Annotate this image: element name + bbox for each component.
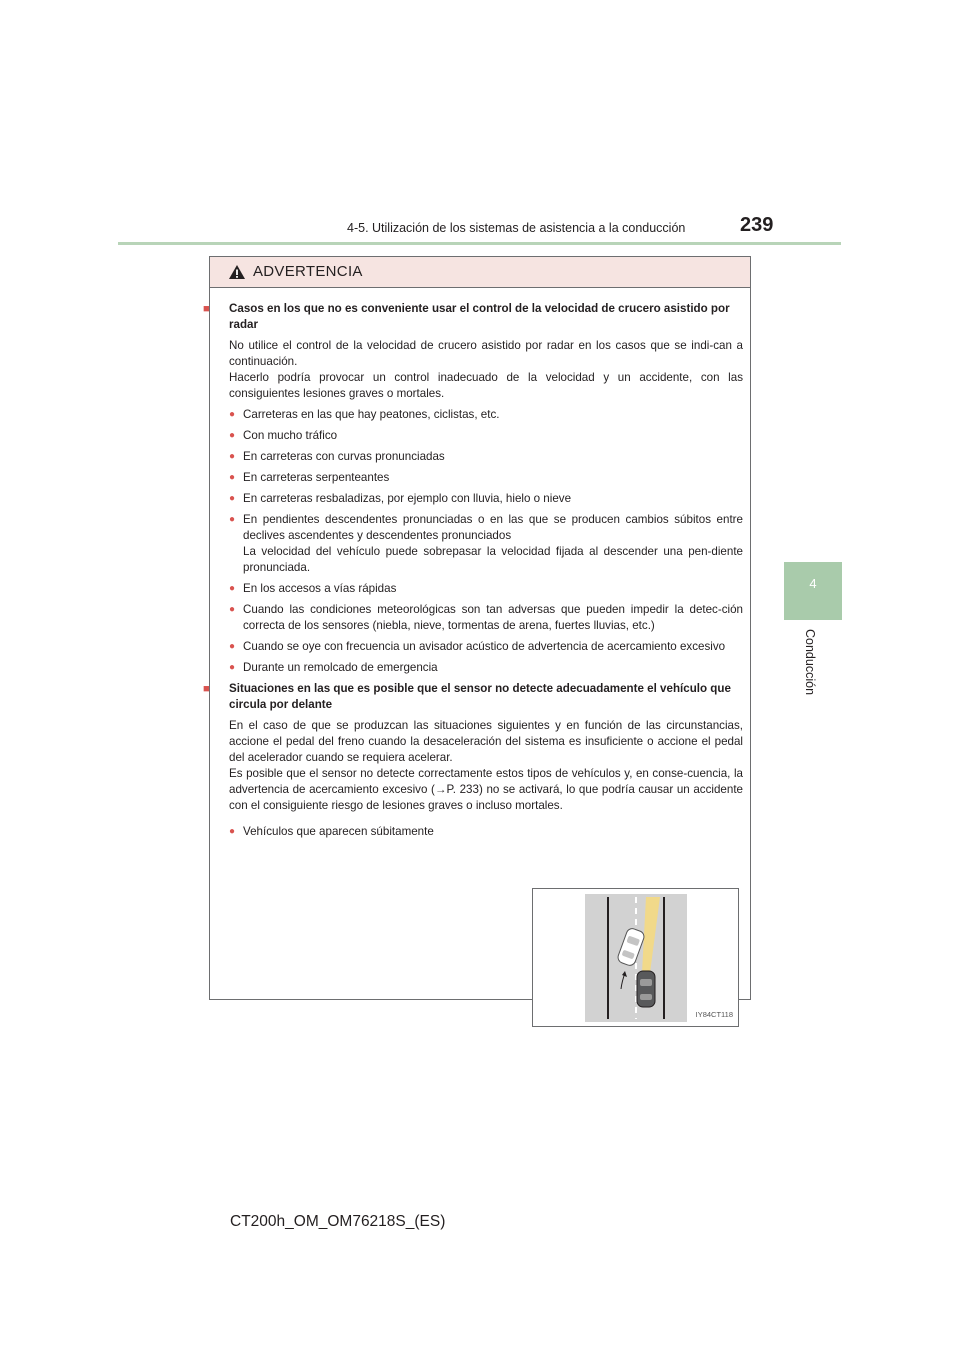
paragraph: No utilice el control de la velocidad de crucero asistido por radar en los casos que se indi-can a continuación. — [229, 339, 743, 368]
circle-bullet-icon: ● — [229, 493, 236, 504]
warning-box — [203, 256, 751, 1019]
list-item: ● En pendientes descendentes pronunciadas o en las que se producen cambios súbitos entre declives ascendentes y descendentes pronunciados La velocidad del vehículo puede sobrepasar la velocidad fijada al descender una pen-diente pronunciada. — [229, 513, 743, 574]
paragraph: En el caso de que se produzcan las situaciones siguientes y en función de las circunstancias, accione el pedal del freno cuando la desaceleración del sistema es insuficiente o accione el pedal del acelerador cuando se requiera acelerar. — [229, 719, 743, 764]
list-item: ● En carreteras resbaladizas, por ejemplo con lluvia, hielo o nieve — [229, 492, 572, 505]
chapter-label-text: Conducción — [803, 629, 817, 696]
own-vehicle-icon — [637, 971, 655, 1007]
list-item: ● En carreteras serpenteantes — [229, 471, 390, 484]
chapter-tab — [784, 562, 842, 620]
header-rule — [118, 242, 841, 245]
chapter-number: 4 — [809, 576, 817, 591]
list-item: ● Cuando las condiciones meteorológicas son tan adversas que pueden impedir la detec-ción correcta de los sensores (niebla, nieve, tormentas de arena, fuertes lluvias, etc.) — [229, 603, 743, 632]
list-item: ● Durante un remolcado de emergencia — [229, 661, 438, 674]
circle-bullet-icon: ● — [229, 604, 236, 615]
paragraph: Es posible que el sensor no detecte correctamente estos tipos de vehículos y, en conse-cuencia, la advertencia de acercamiento excesivo (→P. 233) no se activará, lo que podría causar un accidente con el consiguiente riesgo de lesiones graves o incluso mortales. — [229, 767, 743, 812]
list-item-note: La velocidad del vehículo puede sobrepasar la velocidad fijada al descender una pen-diente pronunciada. — [243, 545, 743, 574]
header-title: 4-5. Utilización de los sistemas de asistencia a la conducción — [347, 221, 686, 235]
circle-bullet-icon: ● — [229, 583, 236, 594]
illustration-frame — [532, 888, 739, 1027]
warning-header — [210, 257, 750, 288]
list-item: ● Vehículos que aparecen súbitamente — [229, 825, 434, 838]
warning-content — [203, 301, 743, 1019]
figure-code: IY84CT118 — [695, 1010, 733, 1019]
warning-title: ADVERTENCIA — [253, 263, 363, 280]
circle-bullet-icon: ● — [229, 451, 236, 462]
list-item: ● En los accesos a vías rápidas — [229, 582, 397, 595]
list-item: ● En carreteras con curvas pronunciadas — [229, 450, 445, 463]
list-item: ● Con mucho tráfico — [229, 429, 338, 442]
paragraph: Hacerlo podría provocar un control inadecuado de la velocidad y un accidente, con las consiguientes lesiones graves o mortales. — [229, 371, 743, 400]
circle-bullet-icon: ● — [229, 409, 236, 420]
road-illustration — [533, 889, 738, 1026]
section-heading: ■ Casos en los que no es conveniente usar el control de la velocidad de crucero asistido por radar — [203, 302, 730, 331]
warning-triangle-icon — [228, 264, 246, 280]
list-item: ● Carreteras en las que hay peatones, ciclistas, etc. — [229, 408, 500, 421]
circle-bullet-icon: ● — [229, 662, 236, 673]
square-bullet-icon: ■ — [203, 683, 210, 695]
circle-bullet-icon: ● — [229, 641, 236, 652]
circle-bullet-icon: ● — [229, 826, 236, 837]
circle-bullet-icon: ● — [229, 472, 236, 483]
arrow-icon: → — [434, 783, 447, 796]
circle-bullet-icon: ● — [229, 514, 236, 525]
chapter-label — [800, 629, 820, 722]
footer-code: CT200h_OM_OM76218S_(ES) — [230, 1213, 446, 1230]
list-item: ● Cuando se oye con frecuencia un avisador acústico de advertencia de acercamiento excesivo — [229, 640, 726, 653]
section-heading: ■ Situaciones en las que es posible que el sensor no detecte adecuadamente el vehículo que circula por delante — [203, 682, 731, 711]
square-bullet-icon: ■ — [203, 303, 210, 315]
circle-bullet-icon: ● — [229, 430, 236, 441]
page-number: 239 — [740, 214, 774, 236]
page-reference[interactable]: P. 233 — [446, 783, 479, 796]
